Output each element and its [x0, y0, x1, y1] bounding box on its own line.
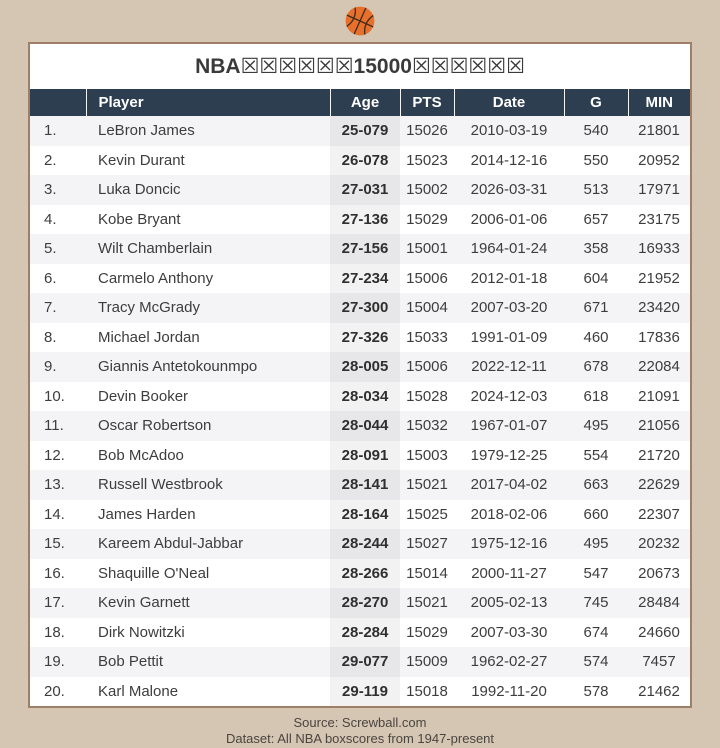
min-cell: 21720 [638, 446, 680, 464]
player-cell: LeBron James [98, 122, 195, 140]
player-cell: Russell Westbrook [98, 476, 223, 494]
player-cell: Luka Doncic [98, 181, 181, 199]
player-cell: Tracy McGrady [98, 299, 200, 317]
min-cell: 16933 [638, 240, 680, 258]
pts-cell: 15028 [406, 387, 448, 405]
date-cell: 2005-02-13 [470, 594, 548, 612]
date-cell: 2024-12-03 [470, 387, 548, 405]
age-cell: 27-300 [330, 293, 400, 323]
rank-cell: 2. [44, 151, 57, 169]
age-cell: 29-077 [330, 647, 400, 677]
date-cell: 1975-12-16 [470, 535, 548, 553]
age-cell: 28-034 [330, 382, 400, 412]
date-cell: 1979-12-25 [470, 446, 548, 464]
pts-cell: 15006 [406, 269, 448, 287]
min-cell: 20232 [638, 535, 680, 553]
player-cell: Oscar Robertson [98, 417, 212, 435]
player-cell: Bob McAdoo [98, 446, 184, 464]
column-header-pts: PTS [400, 89, 454, 116]
age-cell: 28-270 [330, 588, 400, 618]
age-cell: 25-079 [330, 116, 400, 146]
player-cell: Kevin Durant [98, 151, 185, 169]
pts-cell: 15002 [406, 181, 448, 199]
table-row [30, 352, 690, 382]
g-cell: 660 [583, 505, 609, 523]
table-row [30, 116, 690, 146]
age-cell: 28-284 [330, 618, 400, 648]
date-cell: 2022-12-11 [471, 358, 547, 376]
rank-cell: 16. [44, 564, 65, 582]
player-cell: Bob Pettit [98, 653, 164, 671]
pts-cell: 15029 [406, 623, 448, 641]
rank-cell: 20. [44, 682, 65, 700]
column-header-min: MIN [628, 89, 690, 116]
g-cell: 745 [583, 594, 609, 612]
pts-cell: 15033 [406, 328, 448, 346]
pts-cell: 15025 [406, 505, 448, 523]
date-cell: 2007-03-20 [470, 299, 548, 317]
min-cell: 21091 [638, 387, 680, 405]
source-line: Source: Screwball.com [293, 715, 427, 730]
age-cell: 28-141 [330, 470, 400, 500]
pts-cell: 15006 [406, 358, 448, 376]
g-cell: 495 [583, 535, 609, 553]
g-cell: 358 [583, 240, 609, 258]
age-cell: 28-091 [330, 441, 400, 471]
age-cell: 26-078 [330, 146, 400, 176]
g-cell: 513 [583, 181, 609, 199]
table-row [30, 234, 690, 264]
date-cell: 2012-01-18 [470, 269, 548, 287]
date-cell: 2017-04-02 [470, 476, 548, 494]
pts-cell: 15023 [406, 151, 448, 169]
column-header-date: Date [454, 89, 564, 116]
min-cell: 23420 [638, 299, 680, 317]
player-cell: Kareem Abdul-Jabbar [98, 535, 244, 553]
min-cell: 28484 [638, 594, 680, 612]
rank-cell: 3. [44, 181, 57, 199]
date-cell: 2007-03-30 [470, 623, 548, 641]
rank-cell: 17. [44, 594, 65, 612]
pts-cell: 15001 [406, 240, 448, 258]
footer [0, 715, 720, 748]
table-row [30, 264, 690, 294]
g-cell: 678 [583, 358, 609, 376]
age-cell: 27-136 [330, 205, 400, 235]
min-cell: 22084 [638, 358, 680, 376]
min-cell: 21056 [638, 417, 680, 435]
pts-cell: 15014 [406, 564, 448, 582]
pts-cell: 15003 [406, 446, 448, 464]
table-row [30, 529, 690, 559]
g-cell: 604 [583, 269, 609, 287]
min-cell: 22629 [638, 476, 680, 494]
age-cell: 29-119 [330, 677, 400, 707]
date-cell: 2006-01-06 [470, 210, 548, 228]
stats-card [28, 42, 692, 708]
pts-cell: 15021 [406, 476, 448, 494]
table-row [30, 411, 690, 441]
pts-cell: 15004 [406, 299, 448, 317]
min-cell: 21462 [638, 682, 680, 700]
min-cell: 17971 [638, 181, 680, 199]
table-row [30, 382, 690, 412]
g-cell: 663 [583, 476, 609, 494]
stats-table [30, 89, 690, 706]
min-cell: 7457 [642, 653, 676, 671]
min-cell: 20673 [638, 564, 680, 582]
g-cell: 618 [583, 387, 609, 405]
player-cell: James Harden [98, 505, 196, 523]
g-cell: 657 [583, 210, 609, 228]
rank-cell: 13. [44, 476, 65, 494]
page-title: NBA☒☒☒☒☒☒15000☒☒☒☒☒☒ [195, 55, 525, 78]
g-cell: 554 [583, 446, 609, 464]
date-cell: 2010-03-19 [470, 122, 548, 140]
date-cell: 2026-03-31 [470, 181, 548, 199]
rank-cell: 9. [44, 358, 57, 376]
table-row [30, 500, 690, 530]
rank-cell: 5. [44, 240, 57, 258]
g-cell: 574 [583, 653, 609, 671]
date-cell: 2000-11-27 [471, 564, 547, 582]
date-cell: 1992-11-20 [471, 682, 547, 700]
age-cell: 27-031 [330, 175, 400, 205]
date-cell: 1967-01-07 [470, 417, 548, 435]
table-body [30, 116, 690, 706]
table-row [30, 205, 690, 235]
min-cell: 17836 [638, 328, 680, 346]
column-header-player: Player [86, 89, 330, 116]
table-row [30, 146, 690, 176]
rank-cell: 7. [44, 299, 57, 317]
age-cell: 27-234 [330, 264, 400, 294]
age-cell: 27-326 [330, 323, 400, 353]
rank-cell: 12. [44, 446, 65, 464]
rank-cell: 15. [44, 535, 65, 553]
table-row [30, 441, 690, 471]
min-cell: 21952 [638, 269, 680, 287]
table-row [30, 470, 690, 500]
rank-cell: 18. [44, 623, 65, 641]
rank-cell: 10. [44, 387, 65, 405]
pts-cell: 15027 [406, 535, 448, 553]
table-row [30, 618, 690, 648]
pts-cell: 15029 [406, 210, 448, 228]
column-header-g: G [564, 89, 628, 116]
age-cell: 27-156 [330, 234, 400, 264]
table-row [30, 588, 690, 618]
table-row [30, 647, 690, 677]
basketball-icon [342, 3, 378, 39]
player-cell: Shaquille O'Neal [98, 564, 210, 582]
player-cell: Michael Jordan [98, 328, 200, 346]
min-cell: 22307 [638, 505, 680, 523]
pts-cell: 15021 [406, 594, 448, 612]
player-cell: Karl Malone [98, 682, 179, 700]
rank-cell: 8. [44, 328, 57, 346]
player-cell: Carmelo Anthony [98, 269, 214, 287]
min-cell: 24660 [638, 623, 680, 641]
table-row [30, 677, 690, 707]
player-cell: Giannis Antetokounmpo [98, 358, 258, 376]
g-cell: 547 [583, 564, 609, 582]
g-cell: 578 [583, 682, 609, 700]
table-row [30, 559, 690, 589]
date-cell: 1962-02-27 [470, 653, 548, 671]
pts-cell: 15032 [406, 417, 448, 435]
pts-cell: 15009 [406, 653, 448, 671]
g-cell: 540 [583, 122, 609, 140]
player-cell: Wilt Chamberlain [98, 240, 213, 258]
age-cell: 28-266 [330, 559, 400, 589]
g-cell: 550 [583, 151, 609, 169]
table-row [30, 293, 690, 323]
age-cell: 28-164 [330, 500, 400, 530]
rank-cell: 19. [44, 653, 65, 671]
table-header [30, 89, 690, 116]
date-cell: 1964-01-24 [470, 240, 548, 258]
g-cell: 671 [583, 299, 609, 317]
date-cell: 1991-01-09 [470, 328, 548, 346]
g-cell: 460 [583, 328, 609, 346]
column-header-age: Age [330, 89, 400, 116]
rank-cell: 11. [44, 417, 64, 435]
player-cell: Kobe Bryant [98, 210, 181, 228]
age-cell: 28-044 [330, 411, 400, 441]
player-cell: Dirk Nowitzki [98, 623, 185, 641]
table-row [30, 323, 690, 353]
rank-cell: 4. [44, 210, 57, 228]
table-row [30, 175, 690, 205]
pts-cell: 15026 [406, 122, 448, 140]
age-cell: 28-005 [330, 352, 400, 382]
pts-cell: 15018 [406, 682, 448, 700]
header-icon-area [0, 0, 720, 42]
min-cell: 20952 [638, 151, 680, 169]
rank-cell: 6. [44, 269, 57, 287]
dataset-line: Dataset: All NBA boxscores from 1947-present [225, 731, 495, 747]
min-cell: 23175 [638, 210, 680, 228]
min-cell: 21801 [638, 122, 680, 140]
date-cell: 2018-02-06 [470, 505, 548, 523]
g-cell: 674 [583, 623, 609, 641]
age-cell: 28-244 [330, 529, 400, 559]
rank-cell: 1. [44, 122, 57, 140]
player-cell: Devin Booker [98, 387, 189, 405]
date-cell: 2014-12-16 [470, 151, 548, 169]
player-cell: Kevin Garnett [98, 594, 190, 612]
g-cell: 495 [583, 417, 609, 435]
rank-cell: 14. [44, 505, 65, 523]
column-header-rank [30, 89, 86, 116]
